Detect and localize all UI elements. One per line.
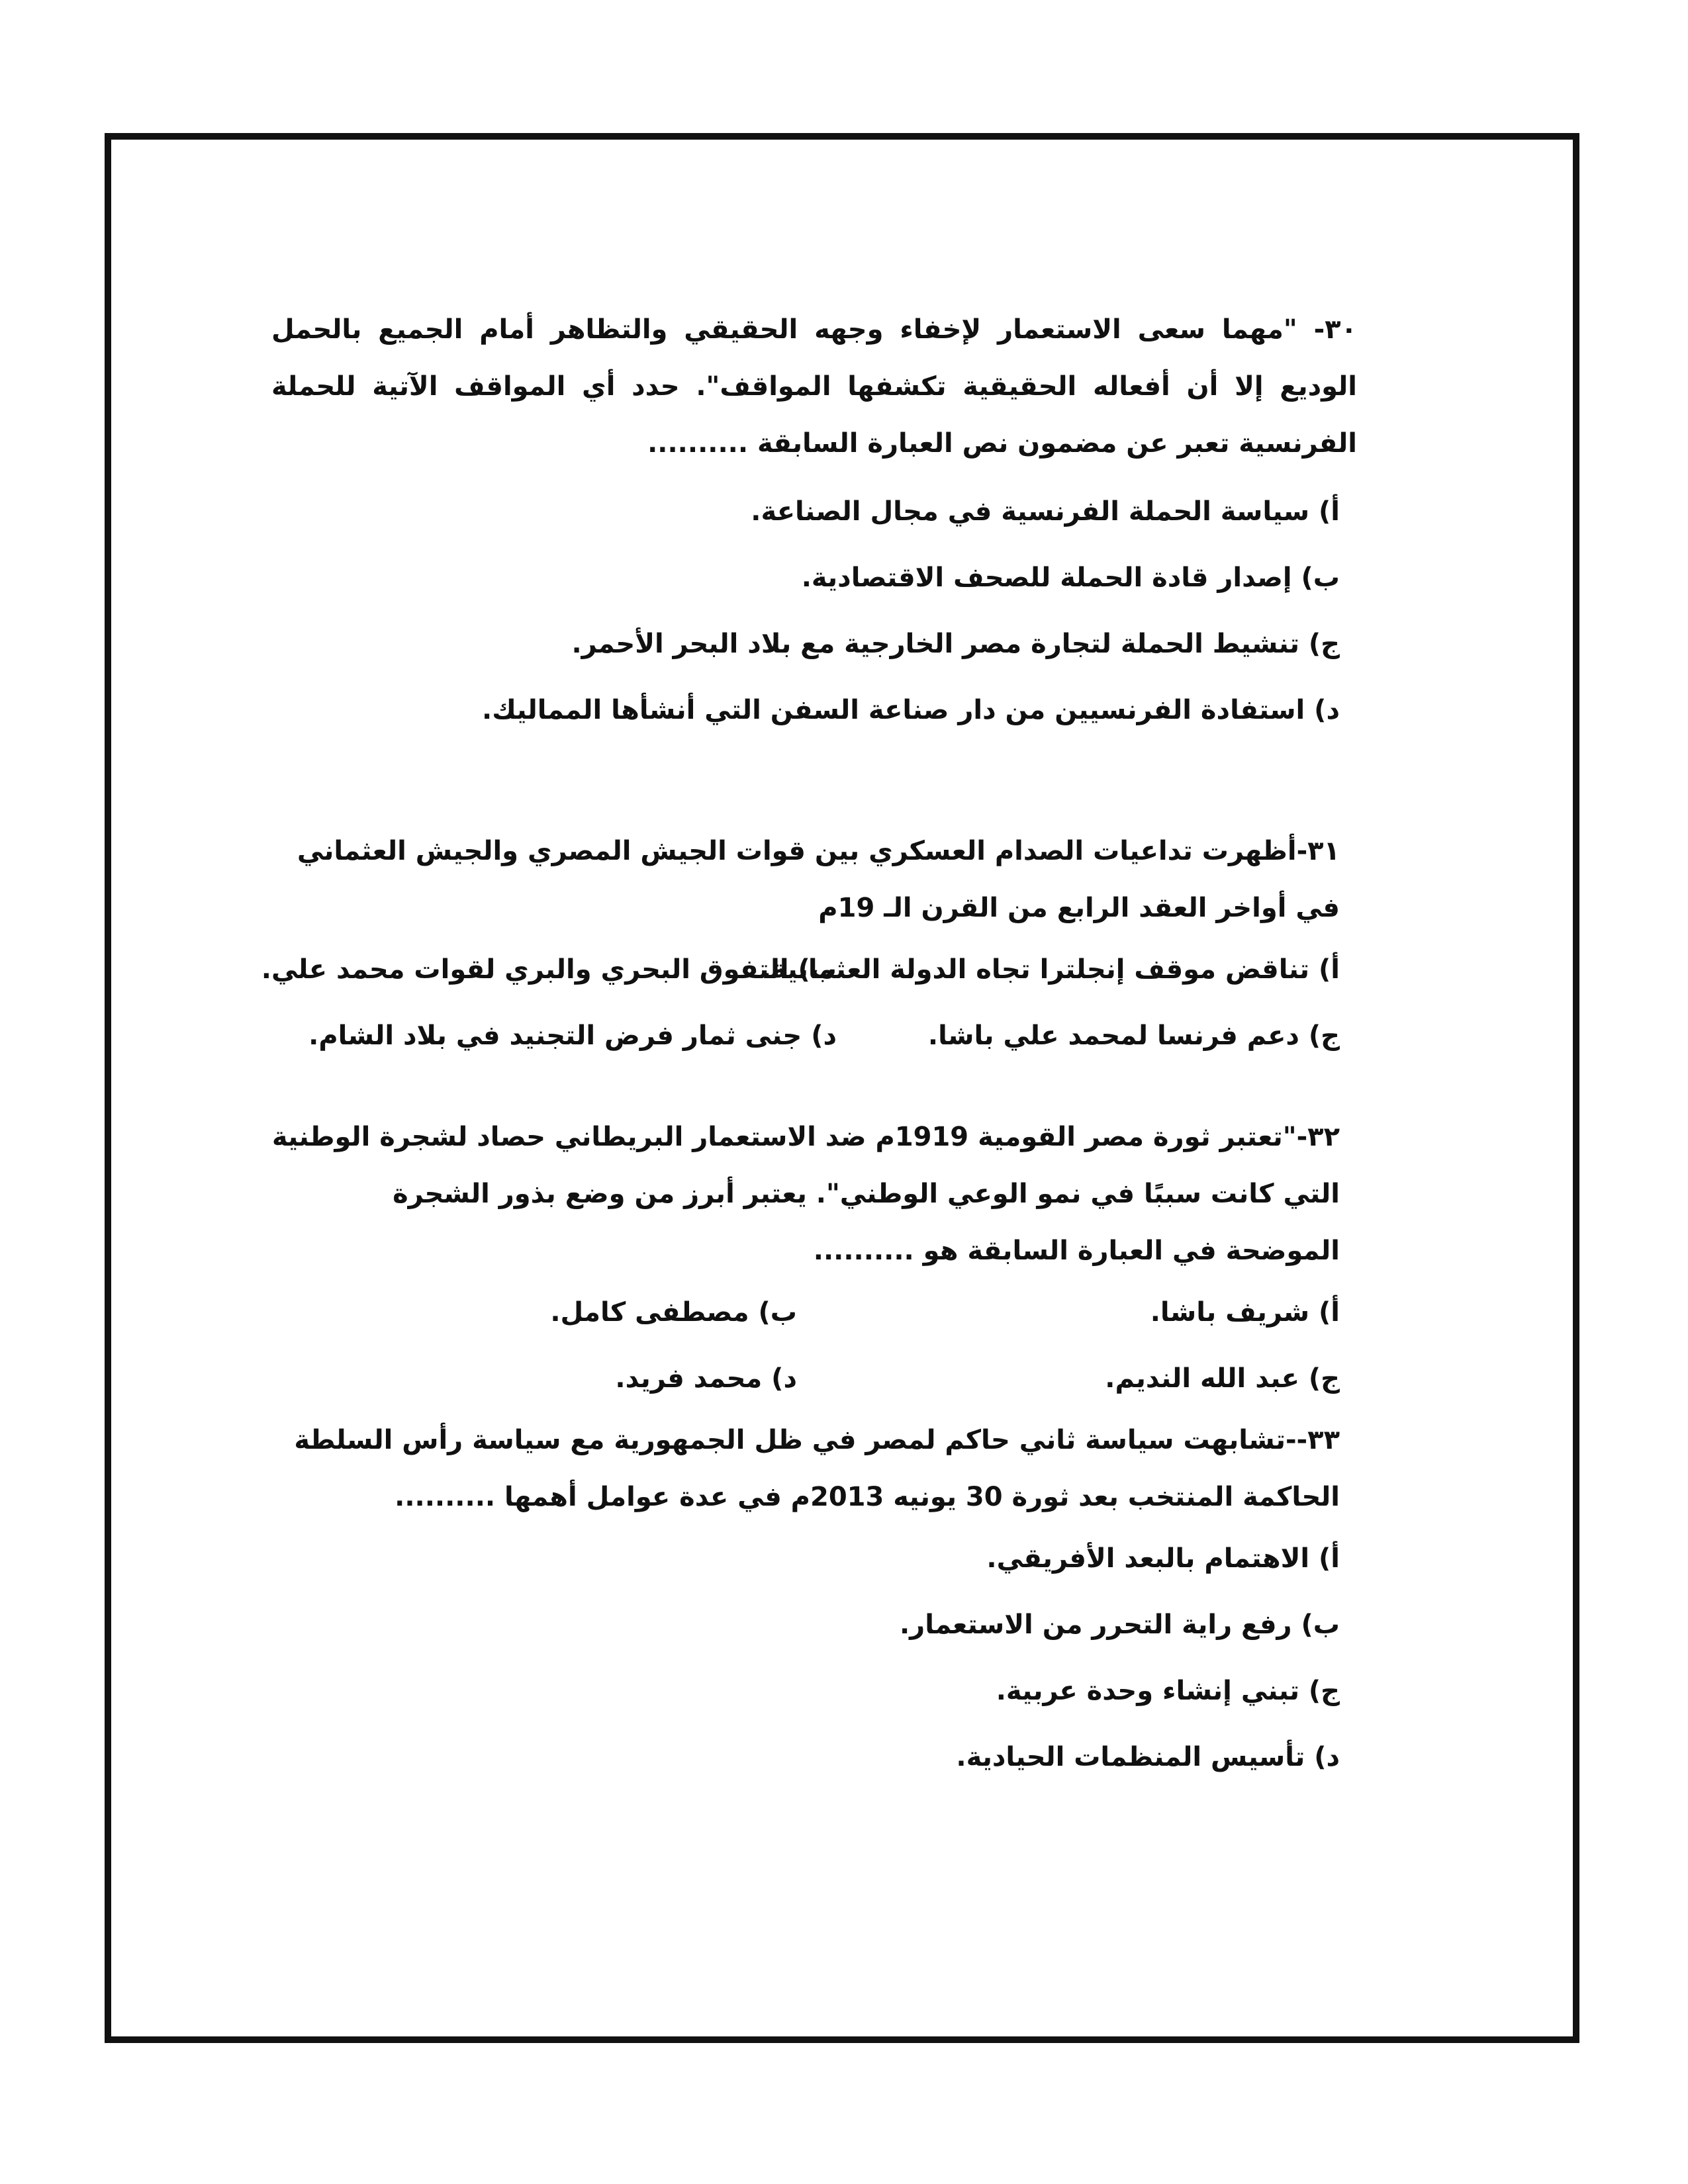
option-d: د) محمد فريد. <box>615 1363 797 1394</box>
question-text: ٣٠- "مهما سعى الاستعمار لإخفاء وجهه الحقيقي والتظاهر أمام الجميع بالحمل الوديع إلا أن أفعاله الحقيقية تكشفها المواقف". حدد أي المواقف الآتية للحملة الفرنسية تعبر عن مضمون نص العبارة السابقة .......... <box>271 314 1357 459</box>
option-d: د) استفادة الفرنسيين من دار صناعة السفن التي أنشأها المماليك. <box>482 695 1340 725</box>
option-d: د) جنى ثمار فرض التجنيد في بلاد الشام. <box>308 1021 837 1051</box>
exam-content <box>261 301 1357 1790</box>
option-a: أ) الاهتمام بالبعد الأفريقي. <box>986 1543 1340 1574</box>
question-31 <box>261 823 1357 1069</box>
option-b: ب) مصطفى كامل. <box>550 1297 797 1328</box>
option-a: أ) تناقض موقف إنجلترا تجاه الدولة العثمانية. <box>761 954 1340 985</box>
option-a: أ) سياسة الحملة الفرنسية في مجال الصناعة. <box>751 496 1340 527</box>
question-33 <box>271 1412 1357 1790</box>
option-a: أ) شريف باشا. <box>1150 1297 1340 1328</box>
option-d: د) تأسيس المنظمات الحيادية. <box>956 1742 1340 1772</box>
option-c: ج) عبد الله النديم. <box>1105 1363 1340 1394</box>
question-text: ٣٢-"تعتبر ثورة مصر القومية 1919م ضد الاستعمار البريطاني حصاد لشجرة الوطنية التي كانت سببًا في نمو الوعي الوطني". يعتبر أبرز من وضع بذور الشجرة الموضحة في العبارة السابقة هو .......... <box>271 1122 1340 1266</box>
options-row-1 <box>271 1279 1357 1345</box>
options-row-1 <box>261 936 1357 1003</box>
options-row-2 <box>271 1345 1357 1412</box>
option-c: ج) تنشيط الحملة لتجارة مصر الخارجية مع بلاد البحر الأحمر. <box>571 629 1340 659</box>
question-32 <box>271 1109 1357 1412</box>
option-b: ب) التفوق البحري والبري لقوات محمد علي. <box>261 954 837 985</box>
options-row-2 <box>271 1003 1357 1069</box>
question-30 <box>271 301 1357 743</box>
question-text: ٣١-أظهرت تداعيات الصدام العسكري بين قوات الجيش المصري والجيش العثماني في أواخر العقد الرابع من القرن الـ 19م <box>297 836 1340 923</box>
option-c: ج) تبني إنشاء وحدة عربية. <box>996 1676 1340 1706</box>
question-text: ٣٣--تشابهت سياسة ثاني حاكم لمصر في ظل الجمهورية مع سياسة رأس السلطة الحاكمة المنتخب بعد ثورة 30 يونيه 2013م في عدة عوامل أهمها .......... <box>294 1425 1340 1512</box>
option-b: ب) رفع راية التحرر من الاستعمار. <box>899 1610 1340 1640</box>
option-c: ج) دعم فرنسا لمحمد علي باشا. <box>927 1021 1340 1051</box>
option-b: ب) إصدار قادة الحملة للصحف الاقتصادية. <box>801 563 1340 593</box>
